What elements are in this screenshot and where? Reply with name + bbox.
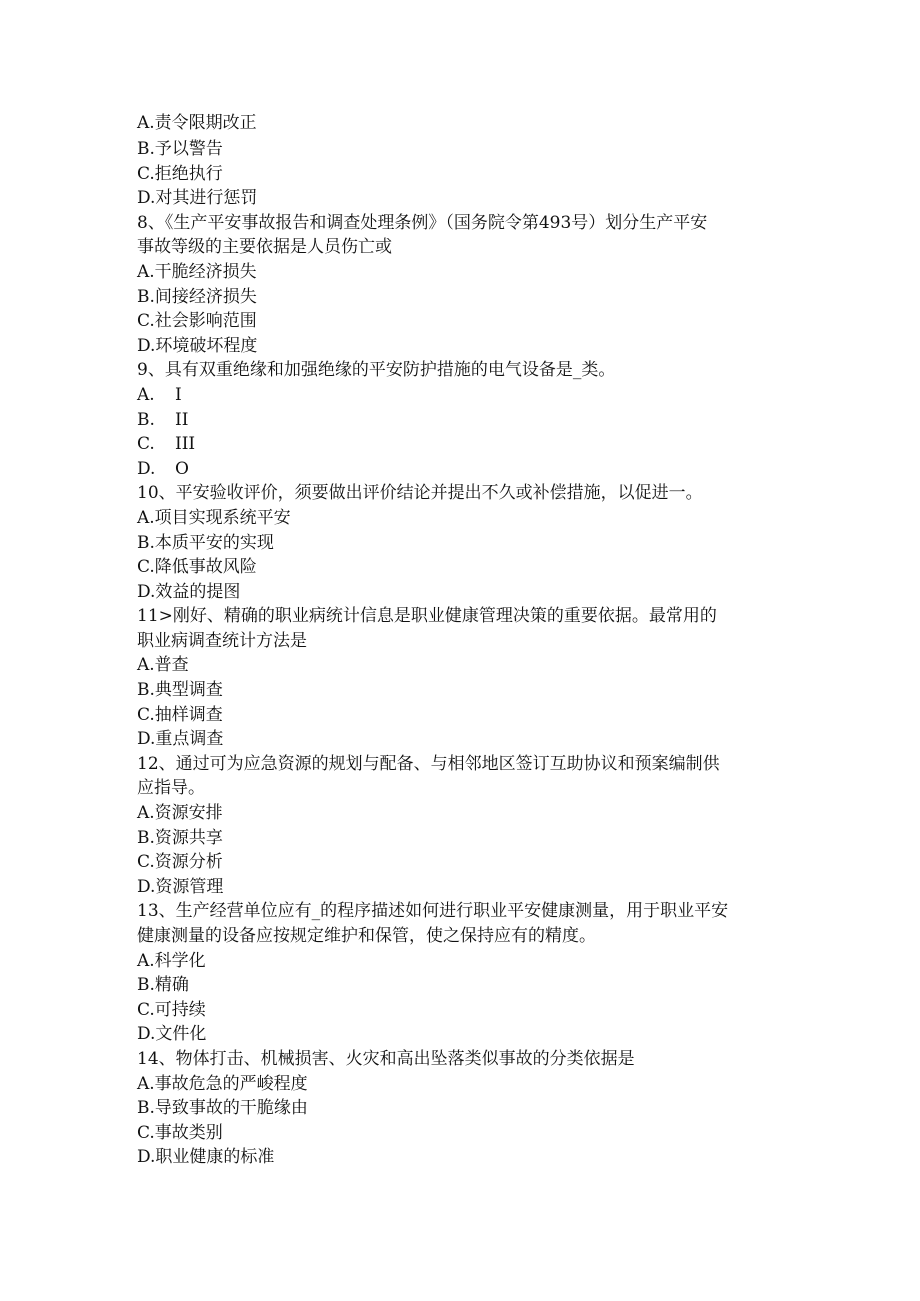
- option-line: D.环境破坏程度: [137, 335, 258, 356]
- option-label: B.: [137, 409, 155, 430]
- option-line: A.科学化: [137, 950, 206, 971]
- question-line: 12、通过可为应急资源的规划与配备、与相邻地区签订互助协议和预案编制供: [137, 753, 720, 774]
- option-line: D.对其进行惩罚: [137, 188, 258, 209]
- option-line: B.资源共享: [137, 827, 223, 848]
- option-line: [137, 432, 787, 457]
- question-line: 11>刚好、精确的职业病统计信息是职业健康管理决策的重要依据。最常用的: [137, 606, 717, 627]
- option-line: [137, 408, 787, 433]
- question-text: [137, 109, 787, 1170]
- option-line: A.干脆经济损失: [137, 261, 257, 282]
- option-value: II: [175, 409, 189, 430]
- option-line: B.本质平安的实现: [137, 532, 274, 553]
- option-value: O: [175, 458, 189, 479]
- question-line: 健康测量的设备应按规定维护和保管，使之保持应有的精度。: [137, 926, 596, 946]
- option-line: B.予以警告: [137, 139, 223, 159]
- option-line: [137, 383, 787, 408]
- option-line: A.项目实现系统平安: [137, 507, 291, 528]
- option-line: C.社会影响范围: [137, 311, 257, 332]
- option-line: D.资源管理: [137, 876, 224, 897]
- option-line: C.抽样调查: [137, 704, 223, 725]
- option-line: A.责令限期改正: [137, 113, 257, 133]
- option-value: I: [175, 384, 182, 405]
- option-line: D.文件化: [137, 1024, 207, 1045]
- option-line: A.资源安排: [137, 803, 223, 824]
- option-label: C.: [137, 434, 155, 455]
- option-line: B.精确: [137, 975, 189, 996]
- option-line: C.事故类别: [137, 1122, 223, 1143]
- option-line: C.降低事故风险: [137, 557, 257, 578]
- option-line: B.导致事故的干脆缘由: [137, 1098, 308, 1119]
- option-label: D.: [137, 458, 156, 479]
- option-line: C.拒绝执行: [137, 163, 223, 184]
- option-line: B.典型调查: [137, 680, 223, 701]
- option-line: [137, 457, 787, 482]
- question-line: 10、平安验收评价，须要做出评价结论并提出不久或补偿措施，以促进一。: [137, 483, 703, 504]
- option-line: C.资源分析: [137, 852, 223, 873]
- option-line: A.普查: [137, 655, 189, 676]
- question-line: 应指导。: [137, 778, 205, 799]
- option-line: A.事故危急的严峻程度: [137, 1073, 308, 1094]
- option-line: C.可持续: [137, 999, 206, 1020]
- option-label: A.: [137, 384, 155, 405]
- question-line: 事故等级的主要依据是人员伤亡或: [137, 237, 392, 258]
- question-line: 8、《生产平安事故报告和调查处理条例》（国务院令第493号）划分生产平安: [137, 212, 708, 233]
- option-line: B.间接经济损失: [137, 286, 257, 307]
- option-value: III: [175, 434, 196, 455]
- option-line: D.重点调查: [137, 729, 224, 750]
- question-line: 9、具有双重绝缘和加强绝缘的平安防护措施的电气设备是_类。: [137, 360, 616, 381]
- option-line: D.效益的提图: [137, 581, 241, 602]
- question-line: 职业病调查统计方法是: [137, 630, 307, 651]
- question-line: 13、生产经营单位应有_的程序描述如何进行职业平安健康测量，用于职业平安: [137, 901, 729, 922]
- question-line: 14、物体打击、机械损害、火灾和高出坠落类似事故的分类依据是: [137, 1048, 635, 1069]
- option-line: D.职业健康的标准: [137, 1147, 275, 1168]
